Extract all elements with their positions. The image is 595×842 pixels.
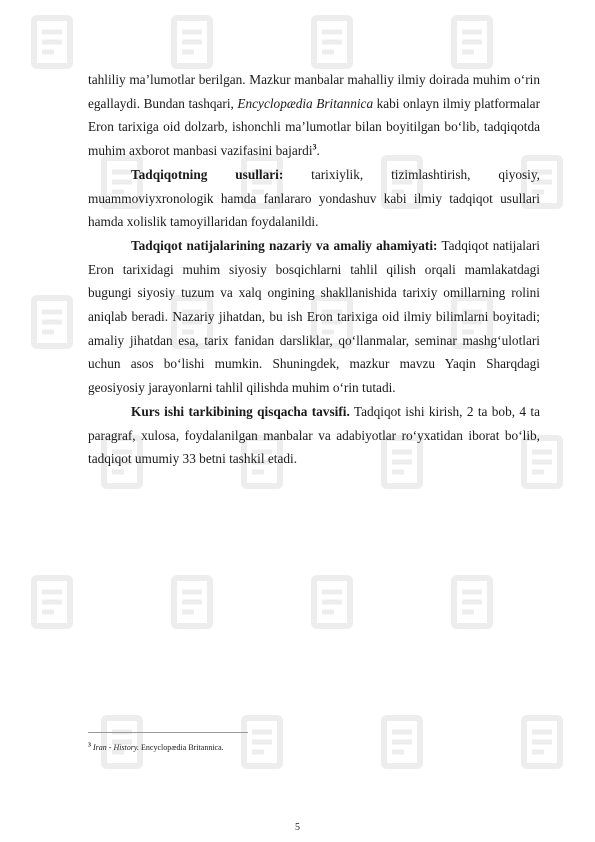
footnote-source-title: Iran - History. (93, 743, 139, 752)
paragraph-text: Tadqiqot natijalari Eron tarixidagi muhim siyosiy bosqichlarni tahlil qilish orqali mamlakatdagi bugungi siyosiy tuzum va xalq ongining shakllanishida tarixiy omillarning rolini aniqlab beradi. Nazariy jihatdan, bu ish Eron tarixiga oid ilmiy bilimlarni boyitadi; amaliy jihatdan esa, tarix fanidan darsliklar, qo‘llanmalar, seminar mashg‘ulotlari uchun asos bo‘lishi mumkin. Shuningdek, mazkur mavzu Yaqin Sharqdagi geosiyosiy jarayonlarni tahlil qilishda muhim o‘rin tutadi. (88, 237, 540, 396)
italic-source-title: Encyclopædia Britannica (237, 95, 374, 111)
document-watermark-icon (440, 10, 504, 74)
page-number: 5 (295, 822, 300, 833)
document-watermark-icon (20, 290, 84, 354)
paragraph-structure (88, 400, 540, 471)
paragraph-text: kabi onlayn ilmiy platformalar Eron tarixiga oid dolzarb, ishonchli ma’lumotlar bilan boyitilgan bo‘lib, tadqiqotda muhim axborot manbasi vazifasini bajardi (88, 95, 541, 159)
paragraph-significance (88, 234, 540, 400)
document-body (88, 68, 540, 471)
footnote-reference[interactable]: 3 (312, 142, 317, 152)
footnote (88, 742, 224, 754)
document-watermark-icon (510, 710, 574, 774)
footnote-text: Encyclopædia Britannica. (139, 743, 224, 752)
document-watermark-icon (20, 570, 84, 634)
section-heading: Kurs ishi tarkibining qisqacha tavsifi. (131, 403, 350, 419)
document-watermark-icon (160, 10, 224, 74)
document-watermark-icon (20, 10, 84, 74)
paragraph-text: . (316, 143, 320, 159)
paragraph-methods (88, 163, 540, 234)
document-watermark-icon (370, 710, 434, 774)
document-watermark-icon (160, 570, 224, 634)
footnote-separator (88, 732, 248, 733)
document-watermark-icon (300, 10, 364, 74)
paragraph-text: tahliliy ma’lumotlar berilgan. Mazkur manbalar mahalliy ilmiy doirada muhim o‘rin egallaydi. Bundan tashqari, (88, 72, 540, 111)
document-watermark-icon (230, 710, 294, 774)
paragraph-text: Tadqiqot ishi kirish, 2 ta bob, 4 ta paragraf, xulosa, foydalanilgan manbalar va adabiyotlar ro‘yxatidan iborat bo‘lib, tadqiqot umumiy 33 betni tashkil etadi. (88, 403, 540, 467)
section-heading: Tadqiqotning usullari: (131, 166, 284, 182)
document-watermark-icon (440, 570, 504, 634)
paragraph-sources (88, 68, 540, 163)
document-watermark-icon (300, 570, 364, 634)
paragraph-text: tarixiylik, tizimlashtirish, qiyosiy, muammoviyxronologik hamda fanlararo yondashuv kabi ilmiy tadqiqot usullari hamda xolislik tamoyillaridan foydalanildi. (88, 166, 540, 230)
footnote-number: 3 (88, 742, 91, 749)
section-heading: Tadqiqot natijalarining nazariy va amaliy ahamiyati: (131, 237, 438, 253)
